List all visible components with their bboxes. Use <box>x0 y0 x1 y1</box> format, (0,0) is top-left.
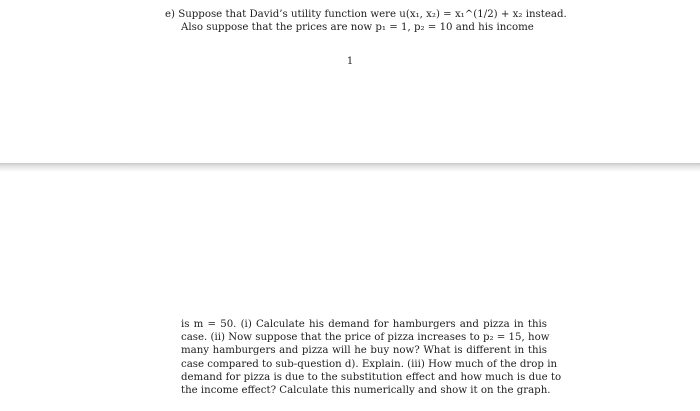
continuation-line-2: case. (ii) Now suppose that the price of pizza increases to p₂ = 15, how <box>181 332 550 344</box>
page-top <box>0 0 700 163</box>
page-number: 1 <box>346 56 354 67</box>
question-line-1: e) Suppose that David’s utility function were u(x₁, x₂) = x₁^(1/2) + x₂ instead. <box>165 9 567 20</box>
continuation-line-1: is m = 50. (i) Calculate his demand for hamburgers and pizza in this <box>181 319 547 330</box>
page-separator <box>0 163 700 172</box>
continuation-line-4: case compared to sub-question d). Explain. (iii) How much of the drop in <box>181 358 558 370</box>
question-part-e <box>165 8 567 34</box>
page-bottom <box>0 172 700 411</box>
question-line-2: Also suppose that the prices are now p₁ = 1, p₂ = 10 and his income <box>181 22 534 34</box>
continuation-line-6: the income effect? Calculate this numerically and show it on the graph. <box>181 385 551 397</box>
continuation-line-3: many hamburgers and pizza will he buy now? What is different in this <box>181 345 547 357</box>
continuation-line-5: demand for pizza is due to the substitution effect and how much is due to <box>181 371 562 383</box>
question-continuation <box>181 318 562 397</box>
